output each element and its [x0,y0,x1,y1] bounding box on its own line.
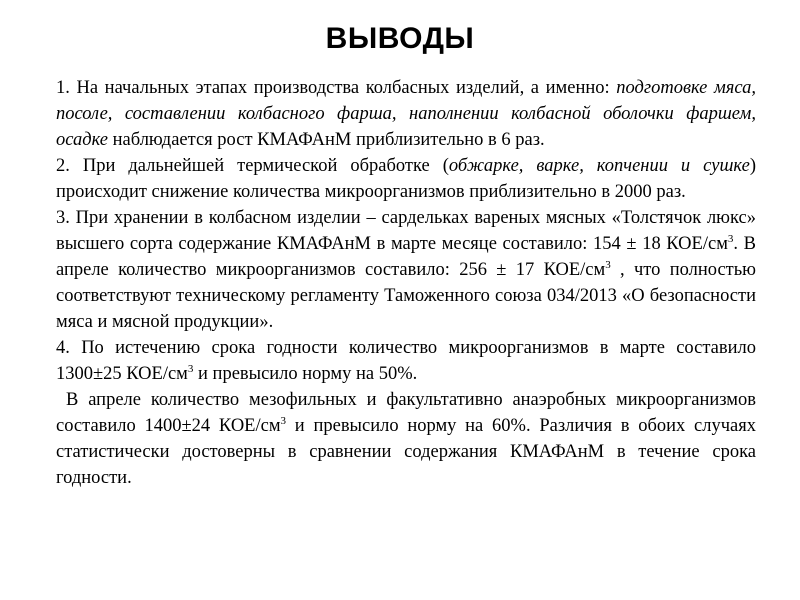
conclusion-1-text-a: 1. На начальных этапах производства колбасных изделий, а именно: [56,78,617,98]
conclusion-4-superscript: 3 [187,363,194,375]
conclusion-5-text-b: и превысило норму на 60%. Различия в обоих случаях статистически достоверны в сравнении содержания КМАФАнМ в течение срока годности. [56,416,757,488]
conclusion-5-superscript: 3 [280,415,287,427]
conclusion-2-italic-treatments: обжарке, варке, копчении и сушке [448,156,750,176]
conclusion-5-text-a: В апреле количество мезофильных и факультативно анаэробных микроорганизмов составило 1400±24 КОЕ/см [56,390,756,436]
conclusion-3-text-c: , что полностью соответствуют техническому регламенту Таможенного союза 034/2013 «О безопасности мяса и мясной продукции». [56,260,756,332]
conclusion-item-2 [56,153,756,205]
conclusion-3-text-b: . В апреле количество микроорганизмов составило: 256 ± 17 КОЕ/см [56,234,756,280]
conclusion-4-text-a: 4. По истечению срока годности количество микроорганизмов в марте составило 1300±25 КОЕ/см [56,338,756,384]
conclusion-4-text-b: и превысило норму на 50%. [193,364,418,384]
conclusions-body [56,75,756,491]
conclusion-1-italic-stages: подготовке мяса, посоле, составлении колбасного фарша, наполнении колбасной оболочки фаршем, осадке [56,78,757,150]
conclusion-item-5 [56,387,756,491]
conclusion-1-text-c: наблюдается рост КМАФАнМ приблизительно в 6 раз. [108,130,545,150]
conclusion-3-superscript-1: 3 [727,233,734,245]
conclusion-3-superscript-2: 3 [605,259,611,271]
conclusion-item-3 [56,205,756,335]
conclusion-item-4 [56,335,756,387]
conclusion-3-text-a: 3. При хранении в колбасном изделии – сардельках вареных мясных «Толстячок люкс» высшего сорта содержание КМАФАнМ в марте месяце составило: 154 ± 18 КОЕ/см [56,208,756,254]
conclusion-2-text-a: 2. При дальнейшей термической обработке ( [56,156,449,176]
conclusion-2-text-c: ) происходит снижение количества микроорганизмов приблизительно в 2000 раз. [56,156,756,202]
slide-title: ВЫВОДЫ [325,22,475,55]
conclusion-item-1 [56,75,756,153]
